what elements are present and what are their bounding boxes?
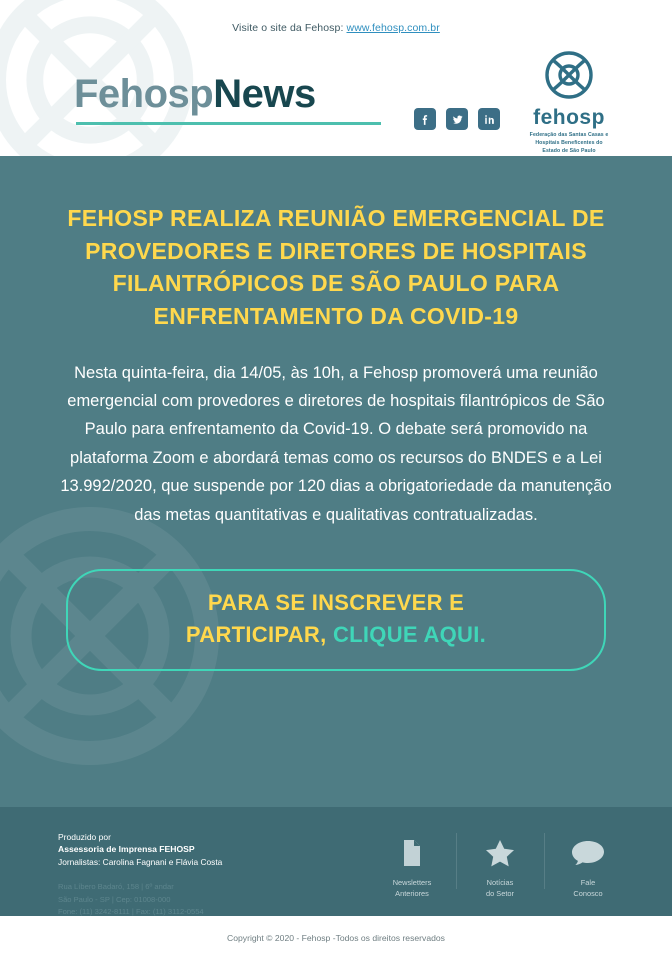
copyright-text: Copyright © 2020 - Fehosp -Todos os direitos reservados (227, 932, 445, 943)
fehosp-logo-subtitle-line1: Federação das Santas Casas e (529, 132, 609, 138)
brand-underline (76, 122, 381, 125)
brand-title-second: News (213, 72, 316, 116)
brand-title-first: Fehosp (74, 72, 214, 116)
visit-site-prefix: Visite o site da Fehosp: (232, 22, 347, 34)
twitter-icon[interactable] (446, 108, 468, 130)
fehosp-logo-subtitle-line2: Hospitais Beneficentes do (535, 139, 603, 146)
article-body: Nesta quinta-feira, dia 14/05, às 10h, a Fehosp promoverá uma reunião emergencial com provedores e diretores de hospitais filantrópicos de São Paulo para enfrentamento da Covid-19. O debate será promovido na plataforma Zoom e abordará temas como os recursos do BNDES e a Lei 13.992/2020, que suspende por 120 dias a obrigatoriedade da manutenção das metas quantitativas e qualitativas contratualizadas. (60, 363, 612, 524)
footer-link-news[interactable] (456, 831, 544, 919)
fehosp-logo-subtitle (514, 132, 624, 155)
footer-link-newsletters[interactable] (368, 831, 456, 919)
linkedin-icon[interactable] (478, 108, 500, 130)
visit-site-line (0, 22, 672, 34)
header (0, 0, 672, 156)
footer-link-news-label (456, 877, 544, 899)
visit-site-link[interactable]: www.fehosp.com.br (346, 22, 440, 34)
footer-department: Assessoria de Imprensa FEHOSP (58, 844, 195, 855)
footer-address-line3: Fone: (11) 3242-8111 | Fax: (11) 3112-0554 (58, 907, 204, 917)
footer-credits (58, 831, 368, 919)
document-icon (368, 835, 456, 871)
fehosp-logo-icon (538, 48, 600, 104)
footer-link-newsletters-line2: Anteriores (395, 889, 429, 899)
footer-address-line1: Rua Líbero Badaró, 158 | 6º andar (58, 882, 174, 892)
footer (0, 807, 672, 916)
footer-journalists: Jornalistas: Carolina Fagnani e Flávia Costa (58, 856, 223, 867)
fehosp-logo (514, 48, 624, 155)
footer-link-news-line1: Notícias (486, 878, 514, 887)
page-title: FEHOSP REALIZA REUNIÃO EMERGENCIAL DE PROVEDORES E DIRETORES DE HOSPITAIS FILANTRÓPICOS DE SÃO PAULO PARA ENFRENTAMENTO DA COVID-19 (67, 205, 605, 329)
fehosp-logo-subtitle-line3: Estado de São Paulo (542, 147, 596, 154)
footer-link-contact-label (544, 877, 632, 899)
cta-line-2-link[interactable]: CLIQUE AQUI. (332, 621, 487, 647)
footer-link-newsletters-label (368, 877, 456, 899)
footer-link-contact[interactable] (544, 831, 632, 919)
cta-container (0, 569, 672, 671)
footer-link-newsletters-line1: Newsletters (392, 878, 432, 887)
chat-bubble-icon (544, 835, 632, 871)
footer-link-contact-line1: Fale (580, 878, 596, 887)
fehosp-logo-word: fehosp (533, 106, 605, 129)
footer-links (368, 831, 632, 919)
facebook-icon[interactable] (414, 108, 436, 130)
copyright-bar (0, 916, 672, 959)
footer-link-contact-line2: Conosco (573, 889, 603, 899)
footer-address-line2: São Paulo - SP | Cep: 01008-000 (58, 894, 171, 904)
footer-address (58, 881, 368, 919)
cta-line-1: PARA SE INSCREVER E (207, 589, 465, 615)
social-links (414, 108, 500, 130)
main-content (0, 156, 672, 807)
footer-link-news-line2: do Setor (486, 889, 514, 899)
register-cta-button[interactable] (66, 569, 606, 671)
brand-title (74, 74, 316, 114)
star-icon (456, 835, 544, 871)
cta-line-2-plain: PARTICIPAR, (185, 621, 333, 647)
footer-produced-by: Produzido por (58, 832, 111, 842)
cta-line-2 (78, 619, 594, 651)
